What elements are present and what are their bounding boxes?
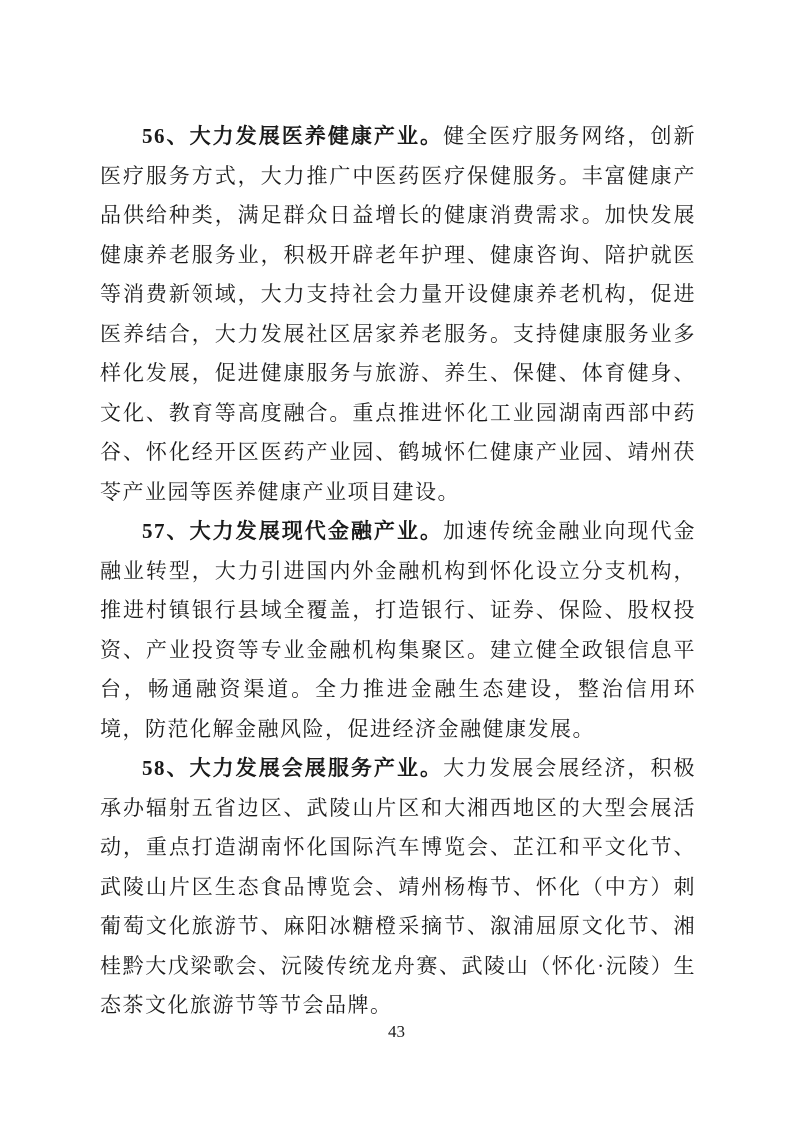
paragraph-58 bbox=[100, 749, 696, 1026]
paragraph-57 bbox=[100, 512, 696, 749]
paragraph-56 bbox=[100, 117, 696, 512]
paragraph-56-text: 健全医疗服务网络，创新医疗服务方式，大力推广中医药医疗保健服务。丰富健康产品供给种类，满足群众日益增长的健康消费需求。加快发展健康养老服务业，积极开辟老年护理、健康咨询、陪护就医等消费新领域，大力支持社会力量开设健康养老机构，促进医养结合，大力发展社区居家养老服务。支持健康服务业多样化发展，促进健康服务与旅游、养生、保健、体育健身、文化、教育等高度融合。重点推进怀化工业园湖南西部中药谷、怀化经开区医药产业园、鹤城怀仁健康产业园、靖州茯苓产业园等医养健康产业项目建设。 bbox=[100, 124, 697, 504]
paragraph-57-heading: 57、大力发展现代金融产业。 bbox=[142, 519, 444, 543]
page-body bbox=[100, 117, 696, 1026]
paragraph-58-heading: 58、大力发展会展服务产业。 bbox=[142, 756, 444, 780]
page-number: 43 bbox=[388, 1022, 405, 1041]
paragraph-57-text: 加速传统金融业向现代金融业转型，大力引进国内外金融机构到怀化设立分支机构，推进村镇银行县域全覆盖，打造银行、证券、保险、股权投资、产业投资等专业金融机构集聚区。建立健全政银信息平台，畅通融资渠道。全力推进金融生态建设，整治信用环境，防范化解金融风险，促进经济金融健康发展。 bbox=[100, 519, 697, 741]
paragraph-56-heading: 56、大力发展医养健康产业。 bbox=[142, 124, 444, 148]
paragraph-58-text: 大力发展会展经济，积极承办辐射五省边区、武陵山片区和大湘西地区的大型会展活动，重点打造湖南怀化国际汽车博览会、芷江和平文化节、武陵山片区生态食品博览会、靖州杨梅节、怀化（中方）刺葡萄文化旅游节、麻阳冰糖橙采摘节、溆浦屈原文化节、湘桂黔大戊梁歌会、沅陵传统龙舟赛、武陵山（怀化·沅陵）生态茶文化旅游节等节会品牌。 bbox=[100, 756, 697, 1017]
